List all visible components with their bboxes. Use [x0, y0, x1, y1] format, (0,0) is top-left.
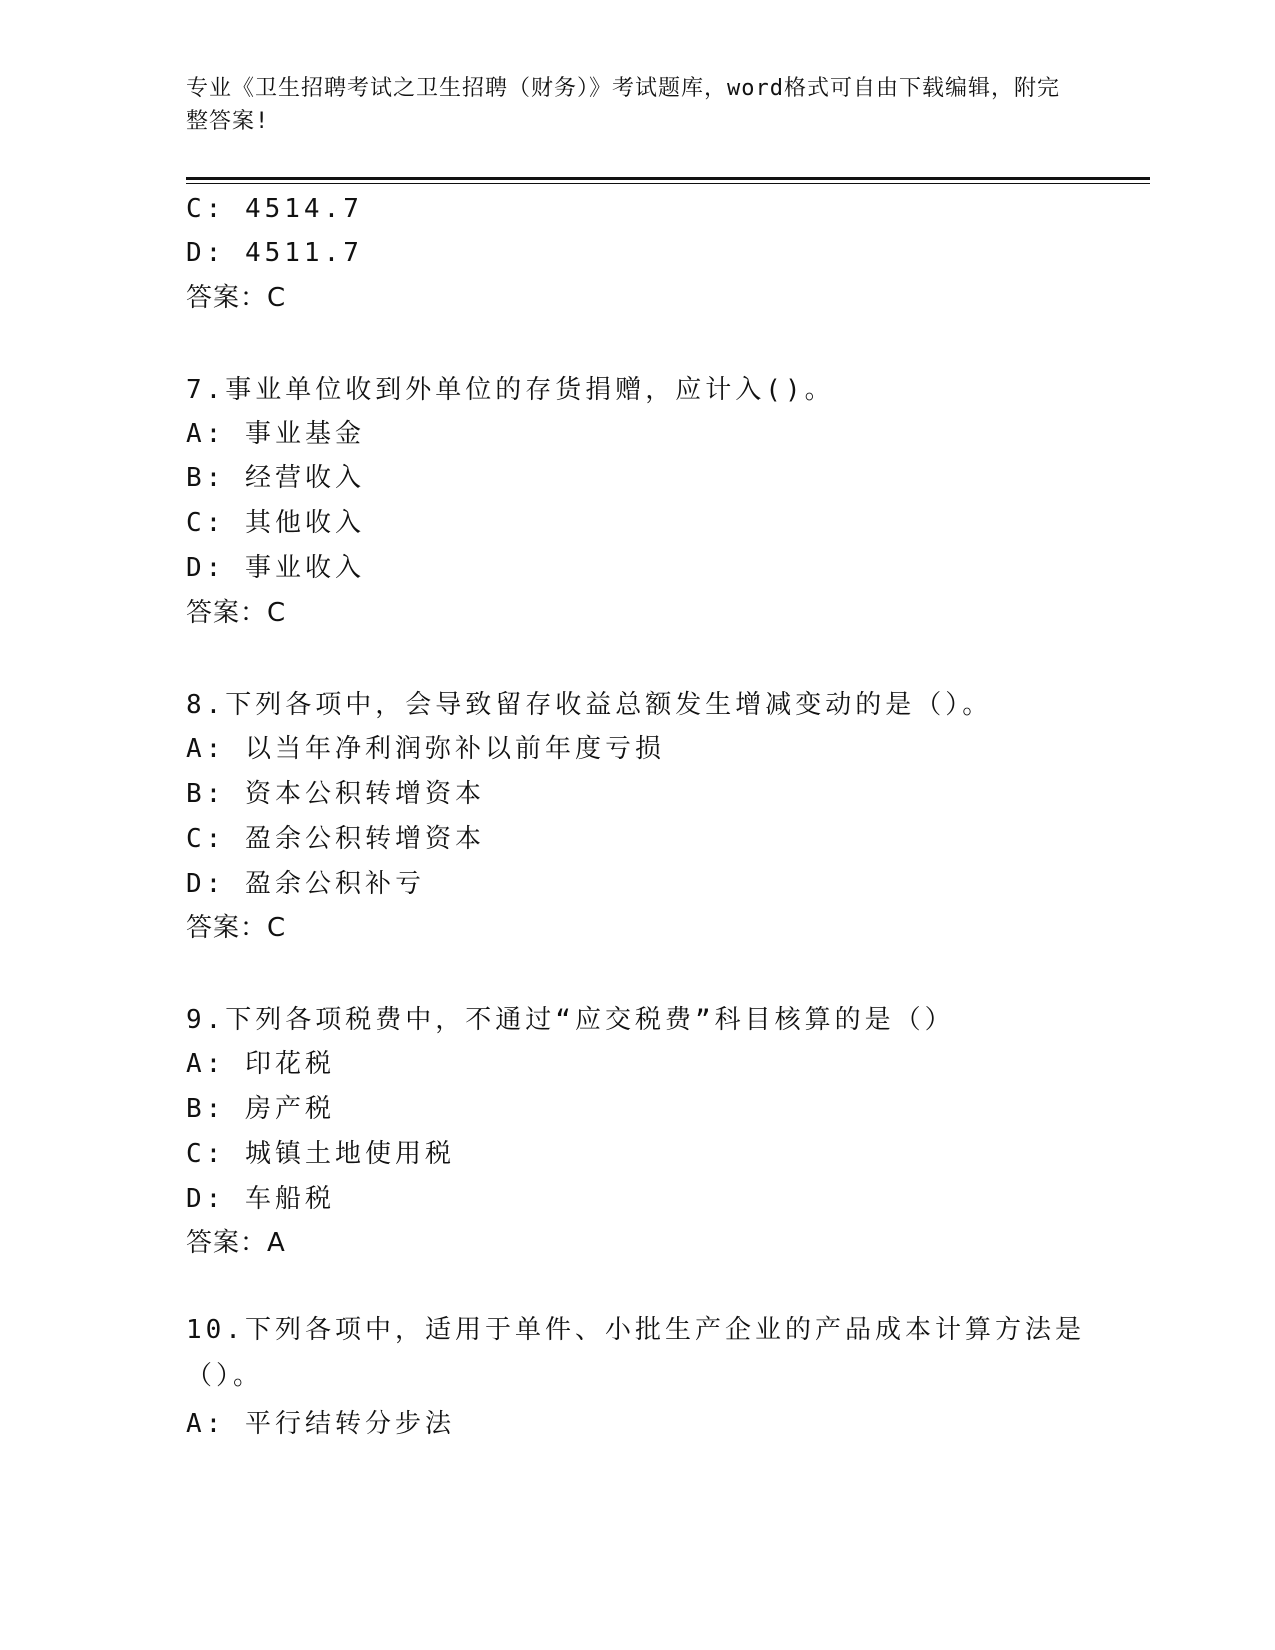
question-8-option-a: A: 以当年净利润弥补以前年度亏损 — [186, 734, 665, 764]
question-10-option-a: A: 平行结转分步法 — [186, 1409, 455, 1439]
question-7-answer: 答案：C — [186, 598, 287, 628]
question-10-stem: 10.下列各项中，适用于单件、小批生产企业的产品成本计算方法是（）。 — [186, 1315, 1085, 1391]
question-9-answer: 答案：A — [186, 1228, 286, 1258]
question-8-stem: 8.下列各项中，会导致留存收益总额发生增减变动的是（）。 — [186, 690, 993, 720]
question-9-option-d: D: 车船税 — [186, 1184, 335, 1214]
question-9-option-b: B: 房产税 — [186, 1094, 335, 1124]
question-7-option-c: C: 其他收入 — [186, 508, 365, 538]
header-rule-thin — [186, 183, 1150, 184]
question-7-option-d: D: 事业收入 — [186, 553, 365, 583]
option-d-prev: D: 4511.7 — [186, 238, 363, 268]
question-8-answer: 答案：C — [186, 913, 287, 943]
question-9-option-a: A: 印花税 — [186, 1049, 335, 1079]
question-9-option-c: C: 城镇土地使用税 — [186, 1139, 455, 1169]
option-c-prev: C: 4514.7 — [186, 194, 363, 224]
question-9-stem: 9.下列各项税费中，不通过“应交税费”科目核算的是（） — [186, 1005, 955, 1035]
header-rule-thick — [186, 177, 1150, 180]
question-8-option-c: C: 盈余公积转增资本 — [186, 824, 485, 854]
question-7-option-a: A: 事业基金 — [186, 419, 365, 449]
question-8-option-b: B: 资本公积转增资本 — [186, 779, 485, 809]
question-7-stem: 7.事业单位收到外单位的存货捐赠，应计入()。 — [186, 375, 835, 405]
question-8-option-d: D: 盈余公积补亏 — [186, 869, 425, 899]
question-7-option-b: B: 经营收入 — [186, 463, 365, 493]
answer-prev: 答案：C — [186, 283, 287, 313]
document-header: 专业《卫生招聘考试之卫生招聘（财务）》考试题库，word格式可自由下载编辑，附完整答案! — [186, 76, 1060, 134]
